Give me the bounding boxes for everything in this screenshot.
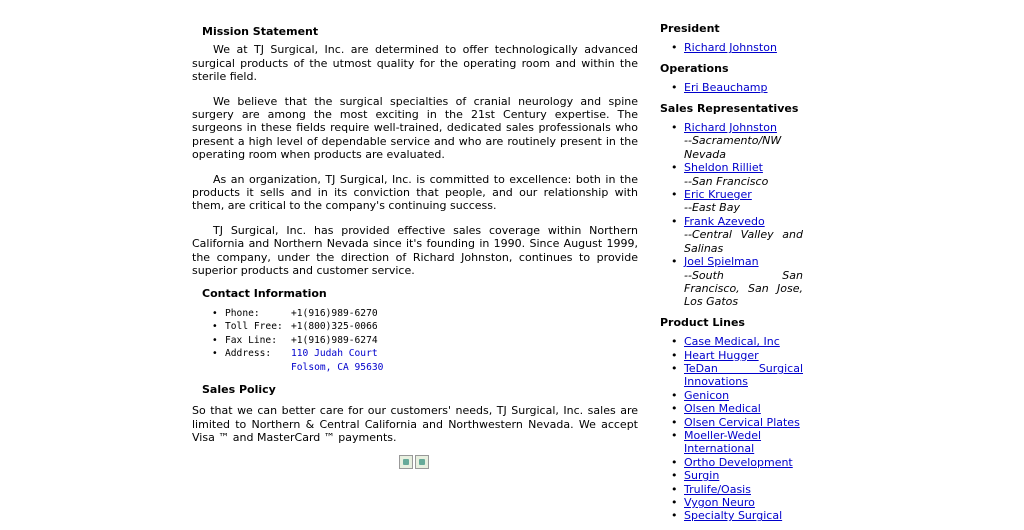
product-line-link[interactable]: TeDan Surgical Innovations <box>684 361 803 389</box>
sales-rep-link[interactable]: Frank Azevedo <box>684 214 765 228</box>
product-line-item <box>671 349 803 362</box>
address-label: Address: <box>225 348 272 360</box>
product-line-item <box>671 496 803 509</box>
sales-rep-region: --Central Valley and Salinas <box>684 228 803 255</box>
product-line-item <box>671 429 803 456</box>
sales-rep-region: --San Francisco <box>684 174 769 188</box>
mission-paragraph-2: We believe that the surgical specialties of cranial neurology and spine surgery are among the most exciting in the 21st Century expertise. The surgeons in these fields require well-trained, dedicated sales professionals who present a high level of dependable service and who are routinely present in the operating room when products are evaluated. <box>192 94 638 162</box>
sales-rep-link[interactable]: Joel Spielman <box>684 255 759 269</box>
product-line-link[interactable]: Olsen Medical <box>684 402 761 416</box>
address-link[interactable] <box>225 348 384 373</box>
product-line-item <box>671 389 803 402</box>
sales-rep-link[interactable]: Richard Johnston <box>684 121 777 135</box>
president-link[interactable]: Richard Johnston <box>684 41 777 55</box>
product-line-item <box>671 456 803 469</box>
contact-list <box>212 307 638 374</box>
contact-fax <box>212 334 638 347</box>
payment-images <box>399 455 638 472</box>
sidebar <box>660 22 803 530</box>
product-line-link[interactable]: Case Medical, Inc <box>684 335 780 349</box>
address-line-1: 110 Judah Court <box>291 348 378 360</box>
visa-image-icon <box>399 455 413 469</box>
product-line-item <box>671 335 803 348</box>
product-lines-list <box>671 335 803 523</box>
contact-address <box>212 347 638 374</box>
sales-rep-item <box>671 255 803 309</box>
sales-reps-list <box>671 121 803 309</box>
contact-heading: Contact Information <box>202 286 327 300</box>
phone-value: +1(916)989-6270 <box>291 307 378 319</box>
sales-reps-heading: Sales Representatives <box>660 101 799 115</box>
operations-link[interactable]: Eri Beauchamp <box>684 81 768 95</box>
sales-rep-link[interactable]: Eric Krueger <box>684 188 752 202</box>
contact-phone <box>212 307 638 320</box>
sales-rep-region: --South San Francisco, San Jose, Los Gatos <box>684 268 803 309</box>
president-list <box>671 41 803 54</box>
product-line-link[interactable]: Specialty Surgical <box>684 509 783 523</box>
phone-label: Phone: <box>225 307 260 319</box>
sales-rep-link[interactable]: Sheldon Rilliet <box>684 161 763 175</box>
product-lines-heading: Product Lines <box>660 315 745 329</box>
address-line-2: Folsom, CA 95630 <box>291 361 384 373</box>
sales-rep-region: --East Bay <box>684 201 740 215</box>
contact-tollfree <box>212 320 638 333</box>
fax-label: Fax Line: <box>225 334 277 346</box>
operations-item <box>671 81 803 94</box>
product-line-link[interactable]: Olsen Cervical Plates <box>684 415 800 429</box>
product-line-item <box>671 362 803 389</box>
sales-policy-text: So that we can better care for our customers' needs, TJ Surgical, Inc. sales are limited to Northern & Central California and Northwestern Nevada. We accept Visa ™ and MasterCard ™ payments. <box>192 404 638 445</box>
president-heading: President <box>660 22 720 35</box>
product-line-link[interactable]: Surgin <box>684 469 720 483</box>
tollfree-value: +1(800)325-0066 <box>291 321 378 333</box>
mission-heading: Mission Statement <box>202 25 319 38</box>
product-line-link[interactable]: Heart Hugger <box>684 348 759 362</box>
product-line-item <box>671 416 803 429</box>
sales-policy-heading: Sales Policy <box>202 382 276 396</box>
tollfree-label: Toll Free: <box>225 321 283 333</box>
president-item <box>671 41 803 54</box>
product-line-link[interactable]: Trulife/Oasis <box>684 482 751 496</box>
mission-paragraph-4: TJ Surgical, Inc. has provided effective sales coverage within Northern California and Northern Nevada since it's founding in 1990. Since August 1999, the company, under the direction of Richard Johnston, continues to provide superior products and customer service. <box>192 223 638 278</box>
fax-value: +1(916)989-6274 <box>291 334 378 346</box>
sales-rep-item <box>671 121 803 161</box>
address-lines <box>291 347 383 374</box>
mission-paragraph-1: We at TJ Surgical, Inc. are determined to offer technologically advanced surgical products of the utmost quality for the operating room and within the sterile field. <box>192 43 638 84</box>
product-line-link[interactable]: Genicon <box>684 388 730 402</box>
product-line-item <box>671 509 803 522</box>
sales-rep-item <box>671 161 803 188</box>
main-content <box>192 22 638 472</box>
sales-rep-item <box>671 215 803 255</box>
mission-paragraph-3: As an organization, TJ Surgical, Inc. is committed to excellence: both in the products it sells and in its conviction that people, and our relationship with them, are critical to the company's continuing success. <box>192 172 638 213</box>
sales-rep-item <box>671 188 803 215</box>
sales-rep-region: --Sacramento/NW Nevada <box>684 134 782 161</box>
product-line-item <box>671 469 803 482</box>
product-line-link[interactable]: Ortho Development <box>684 455 793 469</box>
mastercard-image-icon <box>415 455 429 469</box>
operations-heading: Operations <box>660 61 729 75</box>
product-line-link[interactable]: Vygon Neuro <box>684 496 755 509</box>
product-line-link[interactable]: Moeller-Wedel International <box>684 428 762 456</box>
product-line-item <box>671 483 803 496</box>
product-line-item <box>671 402 803 415</box>
operations-list <box>671 81 803 94</box>
